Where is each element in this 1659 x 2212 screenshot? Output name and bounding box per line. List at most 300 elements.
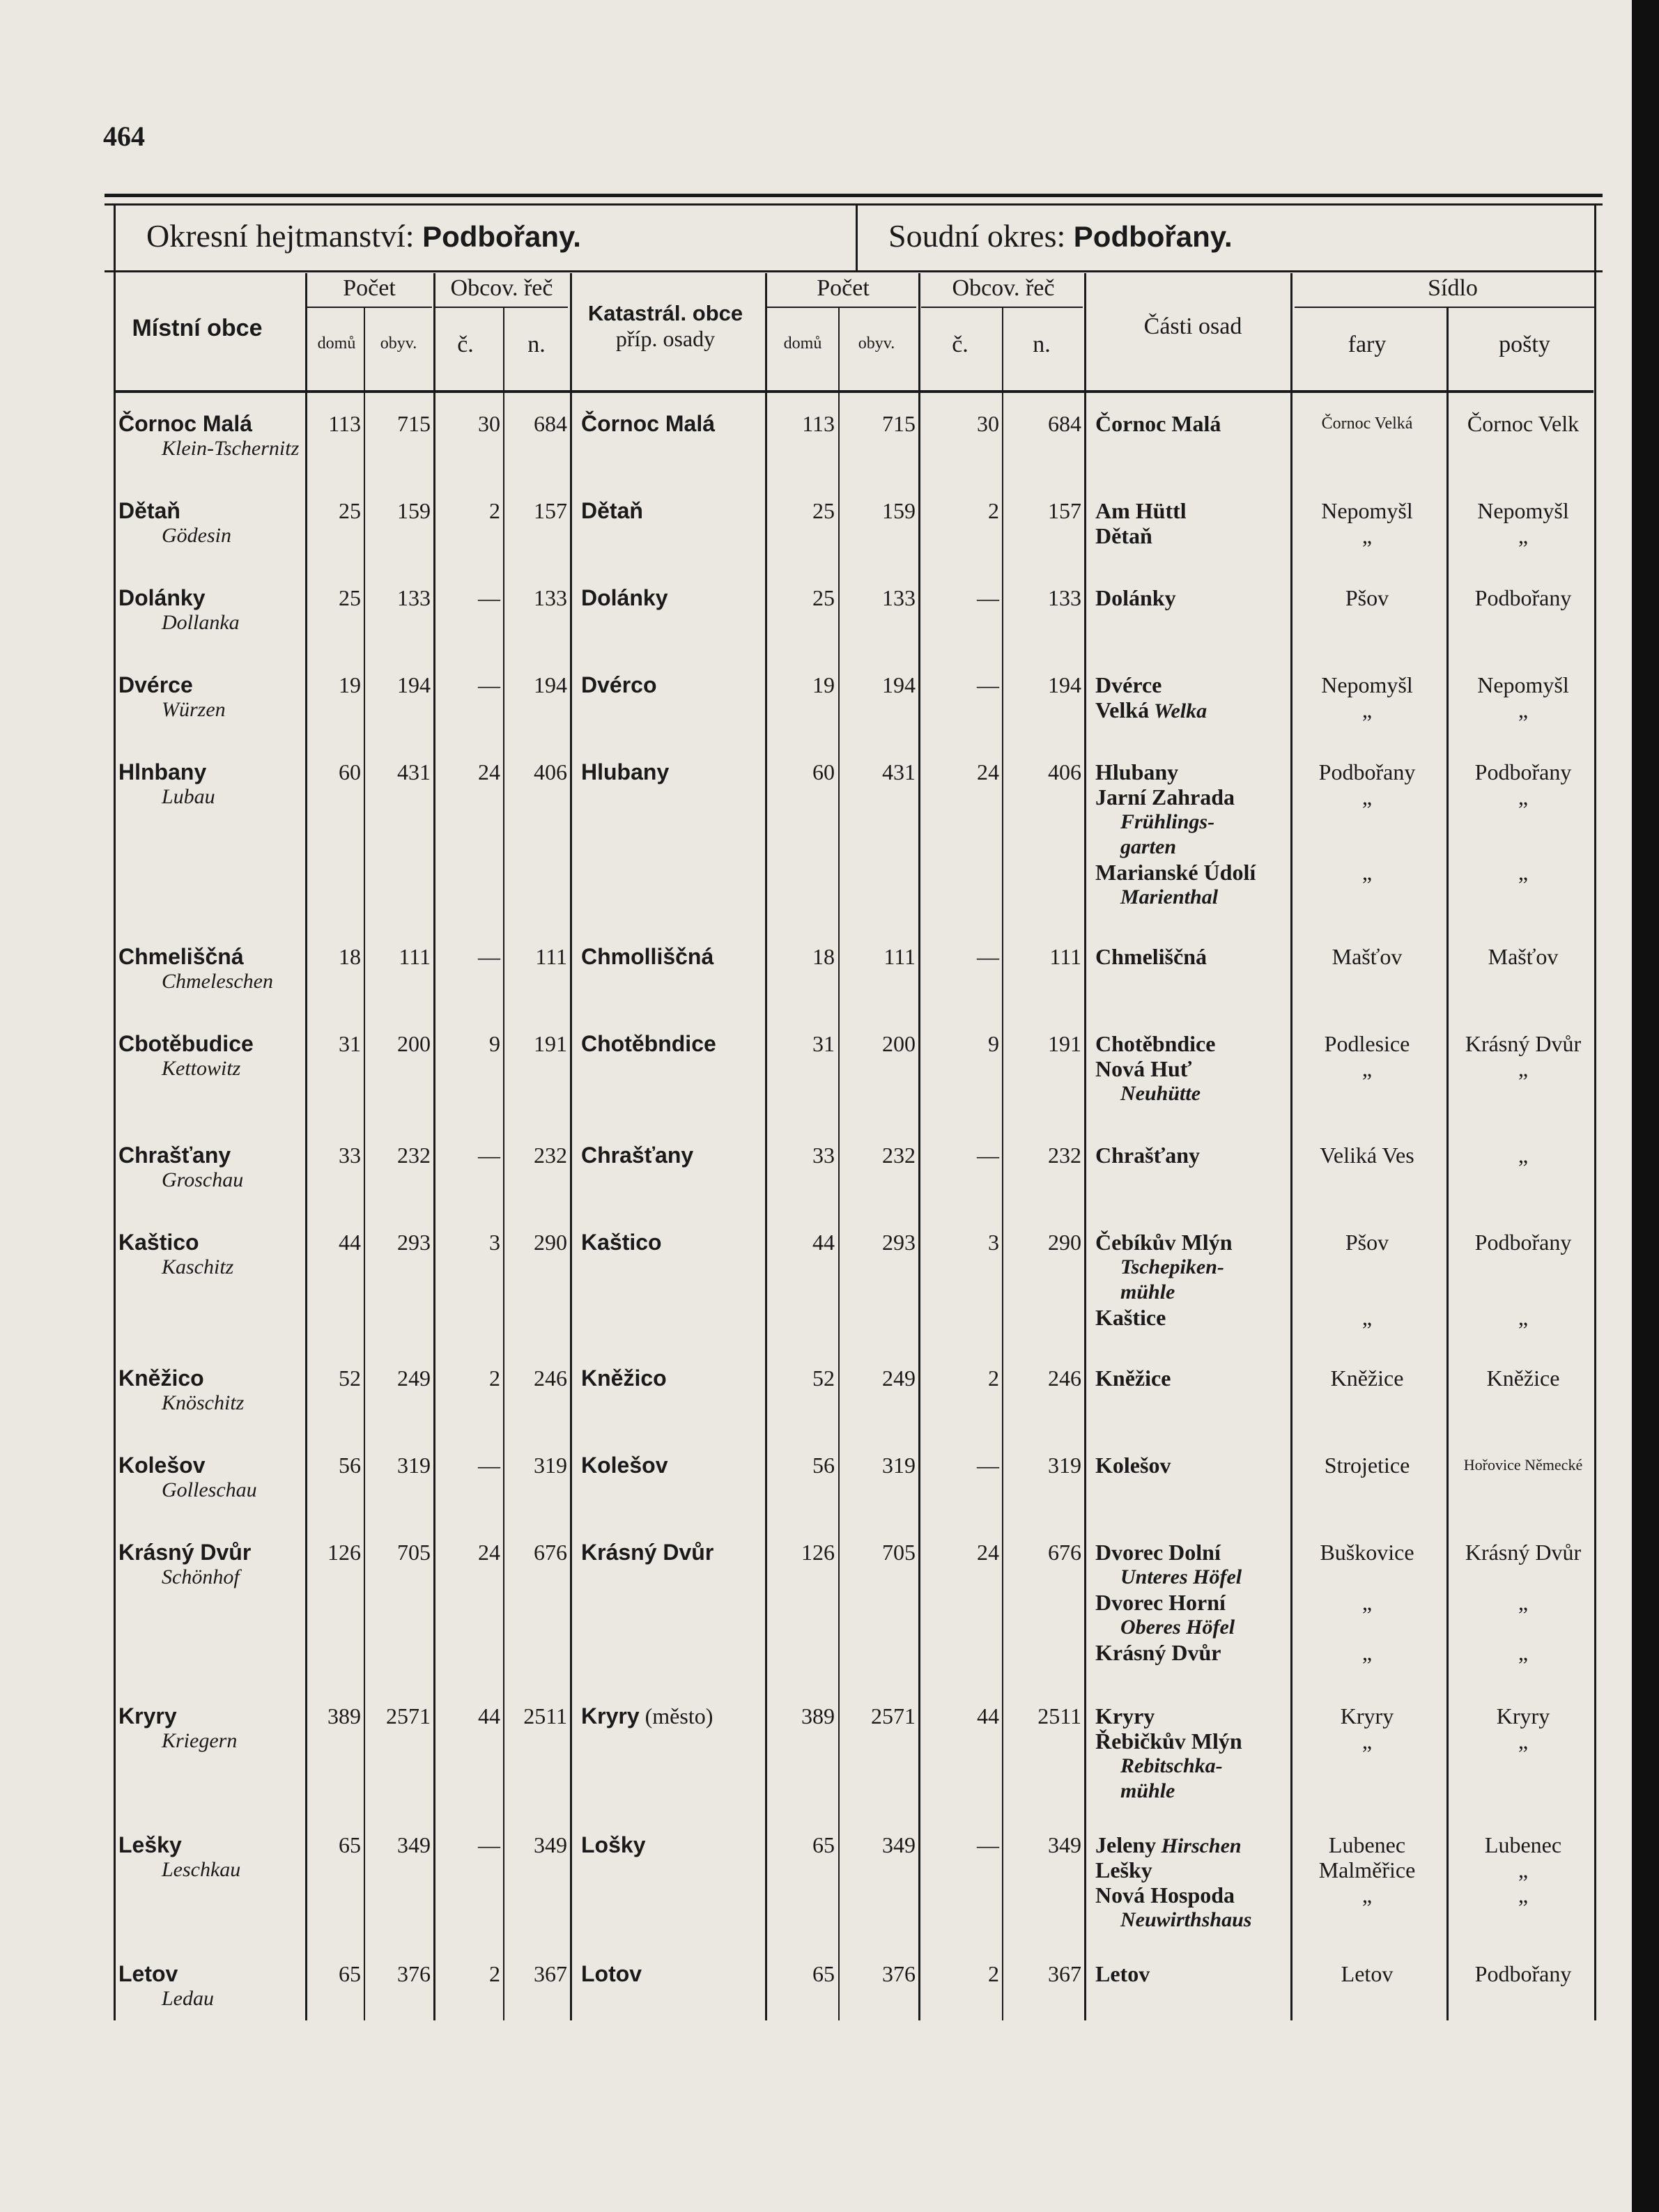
german-speakers: 232 [534,1143,567,1168]
settlement-part-german: Rebitschka- [1120,1754,1223,1777]
czech-speakers: 44 [478,1703,500,1728]
houses-count: 60 [339,759,361,784]
obec-name: Dětaň [118,498,180,523]
obec-german-name: Kettowitz [162,1057,241,1080]
houses-count: 52 [339,1366,361,1391]
post-office-seat: Nepomyšl [1477,672,1569,697]
court-value: Podbořany. [1073,220,1233,253]
population-count: 159 [397,498,431,523]
houses-count: 65 [339,1961,361,1986]
population-count: 194 [397,672,431,697]
german-speakers: 194 [534,672,567,697]
cadastral-name: Chotěbndice [581,1031,716,1056]
cadastral-czech: 3 [988,1230,999,1255]
obec-name: Kněžico [118,1366,204,1391]
cadastral-population: 715 [882,411,916,436]
cadastral-name: Kolešov [581,1453,668,1478]
post-office-seat: Krásný Dvůr [1465,1031,1582,1056]
german-speakers: 246 [534,1366,567,1391]
cadastral-population: 319 [882,1453,916,1478]
czech-speakers: — [478,944,500,969]
obec-german-name: Chmeleschen [162,970,273,993]
german-speakers: 2511 [523,1703,567,1728]
settlement-part-german: Neuhütte [1120,1082,1201,1105]
houses-count: 18 [339,944,361,969]
settlement-part: Chrašťany [1095,1143,1201,1168]
cadastral-name: Hlubany [581,759,670,784]
cadastral-german: 111 [1049,944,1081,969]
settlement-part: Kolešov [1095,1453,1171,1478]
parish-seat: „ [1361,1590,1373,1615]
cadastral-german: 194 [1048,672,1081,697]
post-office-seat: Podbořany [1474,585,1572,610]
parish-seat: Nepomyšl [1321,498,1413,523]
cadastral-population: 349 [882,1832,916,1857]
cadastral-czech: — [977,944,999,969]
parish-seat: „ [1361,1882,1373,1908]
cadastral-population: 133 [882,585,916,610]
german-speakers: 157 [534,498,567,523]
cadastral-houses: 60 [812,759,835,784]
post-office-seat: „ [1518,1640,1529,1665]
cadastral-name: Kaštico [581,1230,662,1255]
columns-bottom-rule [115,390,1594,393]
obec-name: Kolešov [118,1453,206,1478]
parish-seat: Malměřice [1318,1857,1416,1882]
czech-speakers: — [478,1453,500,1478]
houses-count: 65 [339,1832,361,1857]
houses-count: 31 [339,1031,361,1056]
obec-name: Cbotěbudice [118,1031,254,1056]
cadastral-houses: 44 [812,1230,835,1255]
post-office-seat: „ [1518,1882,1529,1908]
population-count: 431 [397,759,431,784]
parish-seat: Kryry [1340,1703,1394,1728]
houses-count: 113 [328,411,361,436]
settlement-part: Hlubany [1095,759,1179,784]
czech-speakers: 9 [489,1031,500,1056]
cadastral-czech: 24 [977,1540,999,1565]
population-count: 293 [397,1230,431,1255]
page-number: 464 [103,121,145,152]
settlement-part: Lešky [1095,1857,1152,1882]
cadastral-german: 290 [1048,1230,1081,1255]
cadastral-czech: — [977,672,999,697]
parish-seat: Strojetice [1324,1453,1410,1478]
obec-name: Lešky [118,1832,182,1857]
obec-name: Krásný Dvůr [118,1540,252,1565]
post-office-seat: „ [1518,1857,1529,1882]
obec-german-name: Schönhof [162,1565,240,1588]
district-header [146,217,581,254]
czech-speakers: 2 [489,1366,500,1391]
settlement-part: Jeleny Hirschen [1095,1832,1242,1857]
czech-speakers: 2 [489,498,500,523]
cadastral-houses: 65 [812,1832,835,1857]
vline-right [1594,203,1596,2020]
houses-count: 25 [339,498,361,523]
post-office-seat: Kryry [1496,1703,1550,1728]
cadastral-houses: 19 [812,672,835,697]
cadastral-houses: 65 [812,1961,835,1986]
district-value: Podbořany. [422,220,581,253]
population-count: 349 [397,1832,431,1857]
cadastral-houses: 52 [812,1366,835,1391]
settlement-part: Letov [1095,1961,1150,1986]
german-speakers: 290 [534,1230,567,1255]
col-pocet: Počet [343,275,396,301]
settlement-part-german: Tschepiken- [1120,1255,1224,1278]
settlement-part-german: Neuwirthshaus [1120,1908,1252,1931]
czech-speakers: 3 [489,1230,500,1255]
cadastral-population: 293 [882,1230,916,1255]
cadastral-czech: — [977,1143,999,1168]
obec-name: Dolánky [118,585,206,610]
vline-6 [765,273,767,2020]
settlement-part: Am Hüttl [1095,498,1187,523]
vline-10 [1084,273,1086,2020]
post-office-seat: Nepomyšl [1477,498,1569,523]
cadastral-german: 319 [1048,1453,1081,1478]
vline-7 [838,307,840,2020]
houses-count: 33 [339,1143,361,1168]
obec-german-name: Lubau [162,785,215,808]
settlement-part: Čornoc Malá [1095,411,1221,436]
german-speakers: 406 [534,759,567,784]
col-obyv-2: obyv. [858,334,895,353]
czech-speakers: — [478,1143,500,1168]
settlement-part: Kaštice [1095,1305,1166,1330]
cadastral-czech: — [977,1453,999,1478]
cadastral-german: 684 [1048,411,1081,436]
cadastral-houses: 18 [812,944,835,969]
settlement-part: Kryry [1095,1703,1155,1728]
obec-german-name: Würzen [162,698,226,721]
cadastral-houses: 25 [812,585,835,610]
col-pocet-2: Počet [817,275,870,301]
obec-name: Chrašťany [118,1143,231,1168]
obec-german-name: Gödesin [162,524,231,547]
population-count: 2571 [386,1703,431,1728]
settlement-part: Chotěbndice [1095,1031,1216,1056]
cadastral-name: Dětaň [581,498,643,523]
cadastral-houses: 25 [812,498,835,523]
col-c-2: č. [952,332,969,357]
settlement-part: Nová Huť [1095,1056,1192,1081]
houses-count: 126 [327,1540,361,1565]
obec-german-name: Klein-Tschernitz [162,437,300,460]
settlement-part-german: Marienthal [1120,885,1219,908]
cadastral-name: Krásný Dvůr [581,1540,714,1565]
parish-seat: „ [1361,1728,1373,1754]
houses-count: 389 [327,1703,361,1728]
cadastral-name: Dolánky [581,585,668,610]
cadastral-population: 2571 [871,1703,916,1728]
german-speakers: 349 [534,1832,567,1857]
cadastral-population: 705 [882,1540,916,1565]
obec-name: Čornoc Malá [118,411,253,436]
cadastral-houses: 56 [812,1453,835,1478]
settlement-part: Krásný Dvůr [1095,1640,1221,1665]
cadastral-name: Lotov [581,1961,642,1986]
settlement-part-german: Frühlings- [1120,810,1215,833]
col-domu-2: domů [783,334,822,353]
col-obcov-rec-2: Obcov. řeč [952,275,1055,301]
cadastral-name: Kněžico [581,1366,667,1391]
parish-seat: Podlesice [1324,1031,1410,1056]
cadastral-houses: 389 [801,1703,835,1728]
header-bottom-rule [105,270,1603,272]
settlement-part: Velká Welka [1095,697,1207,722]
rule-pocet-2 [766,307,916,308]
cadastral-czech: — [977,1832,999,1857]
cadastral-czech: 44 [977,1703,999,1728]
col-mistni-obce: Místní obce [132,315,263,341]
cadastral-houses: 33 [812,1143,835,1168]
population-count: 376 [397,1961,431,1986]
vline-header-split [856,203,858,270]
cadastral-german: 232 [1048,1143,1081,1168]
parish-seat: „ [1361,784,1373,810]
vline-12 [1446,307,1449,2020]
obec-german-name: Dollanka [162,611,240,634]
settlement-part: Jarní Zahrada [1095,784,1235,810]
obec-name: Kaštico [118,1230,199,1255]
post-office-seat: Krásný Dvůr [1465,1540,1582,1565]
cadastral-houses: 31 [812,1031,835,1056]
cadastral-czech: 9 [988,1031,999,1056]
post-office-seat: Podbořany [1474,1230,1572,1255]
settlement-part: Kněžice [1095,1366,1171,1391]
cadastral-german: 2511 [1037,1703,1081,1728]
population-count: 200 [397,1031,431,1056]
cadastral-name: Čornoc Malá [581,411,716,436]
cadastral-population: 194 [882,672,916,697]
obec-german-name: Kaschitz [162,1255,234,1278]
settlement-part: Řebičkův Mlýn [1095,1728,1242,1754]
settlement-part-german: Hirschen [1156,1834,1242,1857]
cadastral-czech: 24 [977,759,999,784]
post-office-seat: Lubenec [1484,1832,1562,1857]
rule-pocet [307,307,432,308]
cadastral-czech: 2 [988,1961,999,1986]
vline-8 [918,273,920,2020]
col-katastral: Katastrál. obce [587,301,743,325]
german-speakers: 111 [535,944,567,969]
col-n-2: n. [1033,332,1051,357]
czech-speakers: — [478,585,500,610]
cadastral-name: Dvérco [581,672,657,697]
settlement-part: Chmeliščná [1095,944,1207,969]
parish-seat: Nepomyšl [1321,672,1413,697]
vline-2 [364,307,365,2020]
parish-seat: Kněžice [1330,1366,1404,1391]
parish-seat: Veliká Ves [1320,1143,1414,1168]
german-speakers: 684 [534,411,567,436]
col-casti-osad: Části osad [1143,314,1242,339]
cadastral-german: 367 [1048,1961,1081,1986]
obec-name: Letov [118,1961,178,1986]
rule-sidlo [1295,307,1594,308]
cadastral-german: 406 [1048,759,1081,784]
court-label: Soudní okres: [888,218,1066,254]
obec-german-name: Groschau [162,1168,244,1191]
district-label: Okresní hejtmanství: [146,218,415,254]
cadastral-german: 133 [1048,585,1081,610]
obec-name: Kryry [118,1703,177,1728]
houses-count: 56 [339,1453,361,1478]
cadastral-population: 111 [883,944,916,969]
top-rule-thin [105,203,1603,206]
post-office-seat: „ [1518,1143,1529,1168]
german-speakers: 367 [534,1961,567,1986]
population-count: 111 [399,944,431,969]
parish-seat: „ [1361,523,1373,548]
cadastral-population: 232 [882,1143,916,1168]
post-office-seat: „ [1518,860,1529,885]
post-office-seat: Hořovice Německé [1463,1456,1583,1474]
parish-seat: „ [1361,860,1373,885]
vline-left [114,203,116,2020]
czech-speakers: 24 [478,759,500,784]
post-office-seat: „ [1518,1728,1529,1754]
col-sidlo: Sídlo [1428,275,1478,301]
houses-count: 19 [339,672,361,697]
settlement-part: Čebíkův Mlýn [1095,1230,1233,1255]
vline-9 [1002,307,1003,2020]
cadastral-population: 249 [882,1366,916,1391]
col-domu: domů [317,334,356,353]
cadastral-name: Chmolliščná [581,944,714,969]
settlement-part: Dvérce [1095,672,1162,697]
cadastral-population: 159 [882,498,916,523]
parish-seat: „ [1361,1056,1373,1081]
parish-seat: Čornoc Velká [1321,415,1413,433]
cadastral-german: 191 [1048,1031,1081,1056]
german-speakers: 191 [534,1031,567,1056]
obec-name: Dvérce [118,672,193,697]
settlement-part: Dvorec Dolní [1095,1540,1221,1565]
settlement-part: Dolánky [1095,585,1176,610]
parish-seat: „ [1361,697,1373,722]
czech-speakers: 30 [478,411,500,436]
czech-speakers: — [478,672,500,697]
post-office-seat: Čornoc Velk [1467,411,1580,436]
cadastral-houses: 113 [802,411,835,436]
post-office-seat: Kněžice [1486,1366,1560,1391]
german-speakers: 133 [534,585,567,610]
vline-3 [433,273,435,2020]
col-c: č. [457,332,474,357]
settlement-part-german: Unteres Höfel [1120,1565,1242,1588]
cadastral-czech: 2 [988,1366,999,1391]
settlement-part-german: garten [1120,835,1177,858]
top-rule [105,194,1603,197]
obec-german-name: Kriegern [162,1729,238,1752]
col-obyv: obyv. [380,334,417,353]
parish-seat: „ [1361,1640,1373,1665]
cadastral-population: 431 [882,759,916,784]
cadastral-suffix: (město) [639,1703,713,1728]
czech-speakers: 2 [489,1961,500,1986]
vline-4 [503,307,504,2020]
post-office-seat: „ [1518,697,1529,722]
rule-obcov [435,307,568,308]
parish-seat: Buškovice [1320,1540,1414,1565]
cadastral-german: 349 [1048,1832,1081,1857]
obec-german-name: Ledau [162,1987,214,2010]
cadastral-german: 157 [1048,498,1081,523]
col-katastral-2: příp. osady [615,326,716,351]
col-fary: fary [1348,332,1387,357]
col-n: n. [527,332,546,357]
settlement-part: Dětaň [1095,523,1152,548]
cadastral-houses: 126 [801,1540,835,1565]
vline-5 [570,273,572,2020]
parish-seat: Podbořany [1318,759,1416,784]
post-office-seat: „ [1518,1056,1529,1081]
post-office-seat: Mašťov [1488,944,1559,969]
german-speakers: 319 [534,1453,567,1478]
parish-seat: Mašťov [1332,944,1403,969]
houses-count: 25 [339,585,361,610]
population-count: 705 [397,1540,431,1565]
parish-seat: Lubenec [1328,1832,1406,1857]
cadastral-name: Chrašťany [581,1143,694,1168]
cadastral-german: 676 [1048,1540,1081,1565]
obec-name: Chmeliščná [118,944,244,969]
parish-seat: „ [1361,1305,1373,1330]
obec-german-name: Golleschau [162,1478,257,1501]
german-speakers: 676 [534,1540,567,1565]
population-count: 715 [397,411,431,436]
settlement-part: Marianské Údolí [1095,860,1256,885]
col-posty: pošty [1499,332,1550,357]
population-count: 319 [397,1453,431,1478]
post-office-seat: „ [1518,1305,1529,1330]
cadastral-population: 200 [882,1031,916,1056]
post-office-seat: „ [1518,1590,1529,1615]
obec-name: Hlnbany [118,759,207,784]
population-count: 232 [397,1143,431,1168]
cadastral-population: 376 [882,1961,916,1986]
post-office-seat: Podbořany [1474,759,1572,784]
settlement-part: Nová Hospoda [1095,1882,1235,1908]
cadastral-czech: 30 [977,411,999,436]
settlement-part-german: Welka [1149,699,1207,722]
houses-count: 44 [339,1230,361,1255]
court-header [888,217,1233,254]
post-office-seat: Podbořany [1474,1961,1572,1986]
vline-1 [305,273,307,2020]
cadastral-name: Lošky [581,1832,646,1857]
col-obcov-rec: Obcov. řeč [450,275,553,301]
parish-seat: Pšov [1345,585,1389,610]
population-count: 249 [397,1366,431,1391]
settlement-part-german: Oberes Höfel [1120,1616,1235,1639]
obec-german-name: Knöschitz [162,1391,245,1414]
settlement-part: Dvorec Horní [1095,1590,1226,1615]
cadastral-czech: — [977,585,999,610]
vline-11 [1290,273,1293,2020]
post-office-seat: „ [1518,784,1529,810]
cadastral-german: 246 [1048,1366,1081,1391]
parish-seat: Pšov [1345,1230,1389,1255]
cadastral-name: Kryry (město) [581,1703,713,1728]
population-count: 133 [397,585,431,610]
settlement-part-german: mühle [1120,1281,1175,1304]
obec-german-name: Leschkau [162,1858,241,1881]
